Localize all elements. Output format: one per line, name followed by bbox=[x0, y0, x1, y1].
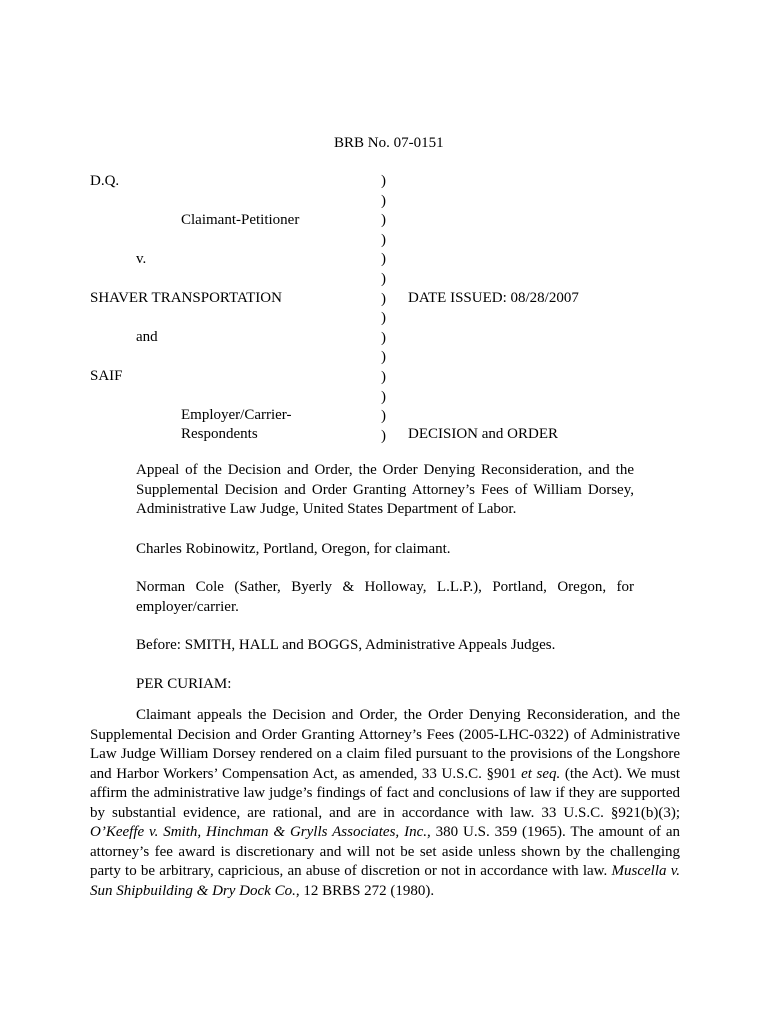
body-text: , 380 U.S. 359 (1965). The amount of an attorney’s fee award is discretionary and will not be set aside unless shown by the challenging party to be arbitrary, capricious, an abuse of discretion or not in accordance with law. bbox=[90, 824, 680, 879]
claimant-role: Claimant-Petitioner bbox=[181, 212, 300, 228]
paren: ) bbox=[381, 251, 386, 268]
body-italic-et-seq: et seq. bbox=[521, 765, 561, 782]
paren: ) bbox=[381, 212, 386, 229]
counsel-employer: Norman Cole (Sather, Byerly & Holloway, L.L.P.), Portland, Oregon, for employer/carrier. bbox=[136, 579, 634, 615]
respondent-role-line2: Respondents bbox=[181, 426, 258, 442]
versus: v. bbox=[136, 251, 147, 267]
paren: ) bbox=[381, 290, 386, 307]
panel-judges: Before: SMITH, HALL and BOGGS, Administrative Appeals Judges. bbox=[136, 637, 556, 653]
paren: ) bbox=[381, 173, 386, 189]
per-curiam-heading: PER CURIAM: bbox=[136, 676, 232, 692]
body-text: (the Act). We must affirm the administrative law judge’s findings of fact and conclusions of law if they are supported by substantial evidence, are rational, and are in accordance with law. 33 U.S.C. §921(b)(3); bbox=[90, 765, 680, 821]
claimant-name: D.Q. bbox=[90, 173, 120, 189]
paren: ) bbox=[381, 388, 386, 405]
conjunction-and: and bbox=[136, 329, 158, 345]
paren: ) bbox=[381, 408, 386, 425]
counsel-claimant: Charles Robinowitz, Portland, Oregon, for claimant. bbox=[136, 541, 451, 557]
paren: ) bbox=[381, 192, 386, 209]
docket-number: BRB No. 07-0151 bbox=[334, 135, 444, 151]
decision-label: DECISION and ORDER bbox=[408, 426, 558, 442]
date-issued: DATE ISSUED: 08/28/2007 bbox=[408, 290, 579, 306]
employer-name: SHAVER TRANSPORTATION bbox=[90, 290, 282, 306]
paren: ) bbox=[381, 368, 386, 385]
respondent-role-line1: Employer/Carrier- bbox=[181, 407, 292, 423]
case-citation-muscella: Muscella v. Sun Shipbuilding & Dry Dock Co. bbox=[90, 863, 680, 899]
appeal-text: Appeal of the Decision and Order, the Order Denying Reconsideration, and the Supplemental Decision and Order Granting Attorney’s Fees of William Dorsey, Administrative Law Judge, United States Department of Labor. bbox=[136, 462, 634, 517]
caption-separator bbox=[381, 172, 386, 446]
paren: ) bbox=[381, 310, 386, 327]
paren: ) bbox=[381, 349, 386, 366]
body-paragraph bbox=[90, 706, 680, 901]
paren: ) bbox=[381, 329, 386, 346]
carrier-name: SAIF bbox=[90, 368, 123, 384]
case-citation-okeeffe: O’Keeffe v. Smith, Hinchman & Grylls Associates, Inc. bbox=[90, 824, 427, 840]
paren: ) bbox=[381, 427, 386, 444]
paren: ) bbox=[381, 231, 386, 248]
body-text: , 12 BRBS 272 (1980). bbox=[295, 882, 435, 899]
body-text: Claimant appeals the Decision and Order, the Order Denying Reconsideration, and the Supplemental Decision and Order Granting Attorney’s Fees (2005-LHC-0322) of Administrative Law Judge William Dorsey rendered on a claim filed pursuant to the provisions of the Longshore and Harbor Workers’ Compensation Act, as amended, 33 U.S.C. §901 bbox=[90, 707, 680, 782]
paren: ) bbox=[381, 270, 386, 287]
